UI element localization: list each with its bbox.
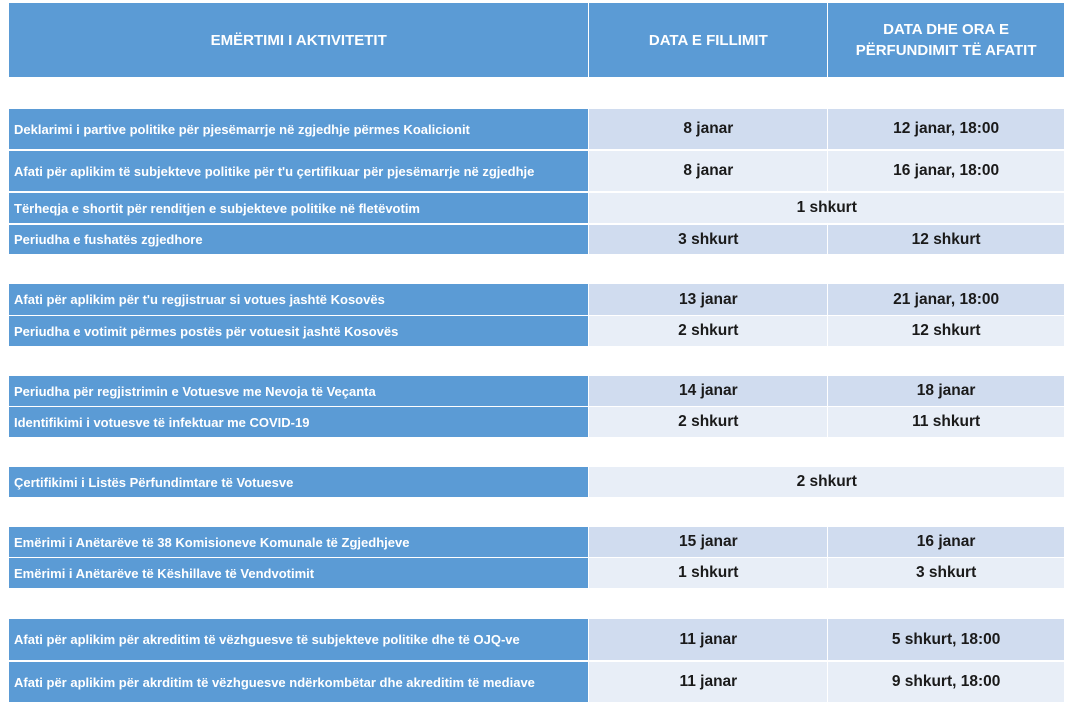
table-header bbox=[9, 3, 1064, 77]
single-date: 2 shkurt bbox=[589, 467, 1064, 497]
start-date: 14 janar bbox=[589, 376, 827, 406]
table-row bbox=[9, 284, 1064, 315]
table-row bbox=[9, 376, 1064, 406]
activity-name: Afati për aplikim të subjekteve politike për t'u çertifikuar për pjesëmarrje në zgjedhje bbox=[9, 151, 588, 191]
table-row bbox=[9, 407, 1064, 437]
start-date: 1 shkurt bbox=[589, 558, 827, 588]
activity-name: Çertifikimi i Listës Përfundimtare të Votuesve bbox=[9, 467, 588, 497]
table-row bbox=[9, 662, 1064, 702]
end-date: 16 janar, 18:00 bbox=[828, 151, 1064, 191]
activity-name: Deklarimi i partive politike për pjesëmarrje në zgjedhje përmes Koalicionit bbox=[9, 109, 588, 149]
table-row bbox=[9, 527, 1064, 557]
end-date: 18 janar bbox=[828, 376, 1064, 406]
table-row bbox=[9, 225, 1064, 254]
end-date: 9 shkurt, 18:00 bbox=[828, 662, 1064, 702]
start-date: 3 shkurt bbox=[589, 225, 827, 254]
activity-name: Tërheqja e shortit për renditjen e subjekteve politike në fletëvotim bbox=[9, 193, 588, 223]
start-date: 11 janar bbox=[589, 662, 827, 702]
table-row bbox=[9, 467, 1064, 497]
start-date: 11 janar bbox=[589, 619, 827, 660]
start-date: 2 shkurt bbox=[589, 407, 827, 437]
end-date: 12 shkurt bbox=[828, 225, 1064, 254]
end-date: 21 janar, 18:00 bbox=[828, 284, 1064, 315]
header-start-date: DATA E FILLIMIT bbox=[589, 3, 827, 77]
end-date: 12 janar, 18:00 bbox=[828, 109, 1064, 149]
end-date: 12 shkurt bbox=[828, 316, 1064, 346]
start-date: 8 janar bbox=[589, 109, 827, 149]
start-date: 13 janar bbox=[589, 284, 827, 315]
activity-name: Afati për aplikim për akreditim të vëzhguesve të subjekteve politike dhe të OJQ-ve bbox=[9, 619, 588, 660]
end-date: 16 janar bbox=[828, 527, 1064, 557]
end-date: 11 shkurt bbox=[828, 407, 1064, 437]
table-row bbox=[9, 193, 1064, 223]
activity-name: Emërimi i Anëtarëve të Këshillave të Vendvotimit bbox=[9, 558, 588, 588]
table-row bbox=[9, 109, 1064, 149]
table-row bbox=[9, 151, 1064, 191]
end-date: 5 shkurt, 18:00 bbox=[828, 619, 1064, 660]
activity-name: Periudha e fushatës zgjedhore bbox=[9, 225, 588, 254]
start-date: 2 shkurt bbox=[589, 316, 827, 346]
header-end-date: DATA DHE ORA E PËRFUNDIMIT TË AFATIT bbox=[828, 3, 1064, 77]
start-date: 8 janar bbox=[589, 151, 827, 191]
activity-name: Periudha për regjistrimin e Votuesve me Nevoja të Veçanta bbox=[9, 376, 588, 406]
activity-name: Identifikimi i votuesve të infektuar me COVID-19 bbox=[9, 407, 588, 437]
activity-name: Afati për aplikim për t'u regjistruar si votues jashtë Kosovës bbox=[9, 284, 588, 315]
table-row bbox=[9, 558, 1064, 588]
header-activity: EMËRTIMI I AKTIVITETIT bbox=[9, 3, 588, 77]
activity-name: Afati për aplikim për akrditim të vëzhguesve ndërkombëtar dhe akreditim të mediave bbox=[9, 662, 588, 702]
activity-name: Emërimi i Anëtarëve të 38 Komisioneve Komunale të Zgjedhjeve bbox=[9, 527, 588, 557]
single-date: 1 shkurt bbox=[589, 193, 1064, 223]
end-date: 3 shkurt bbox=[828, 558, 1064, 588]
table-row bbox=[9, 316, 1064, 346]
table-row bbox=[9, 619, 1064, 660]
activity-name: Periudha e votimit përmes postës për votuesit jashtë Kosovës bbox=[9, 316, 588, 346]
start-date: 15 janar bbox=[589, 527, 827, 557]
